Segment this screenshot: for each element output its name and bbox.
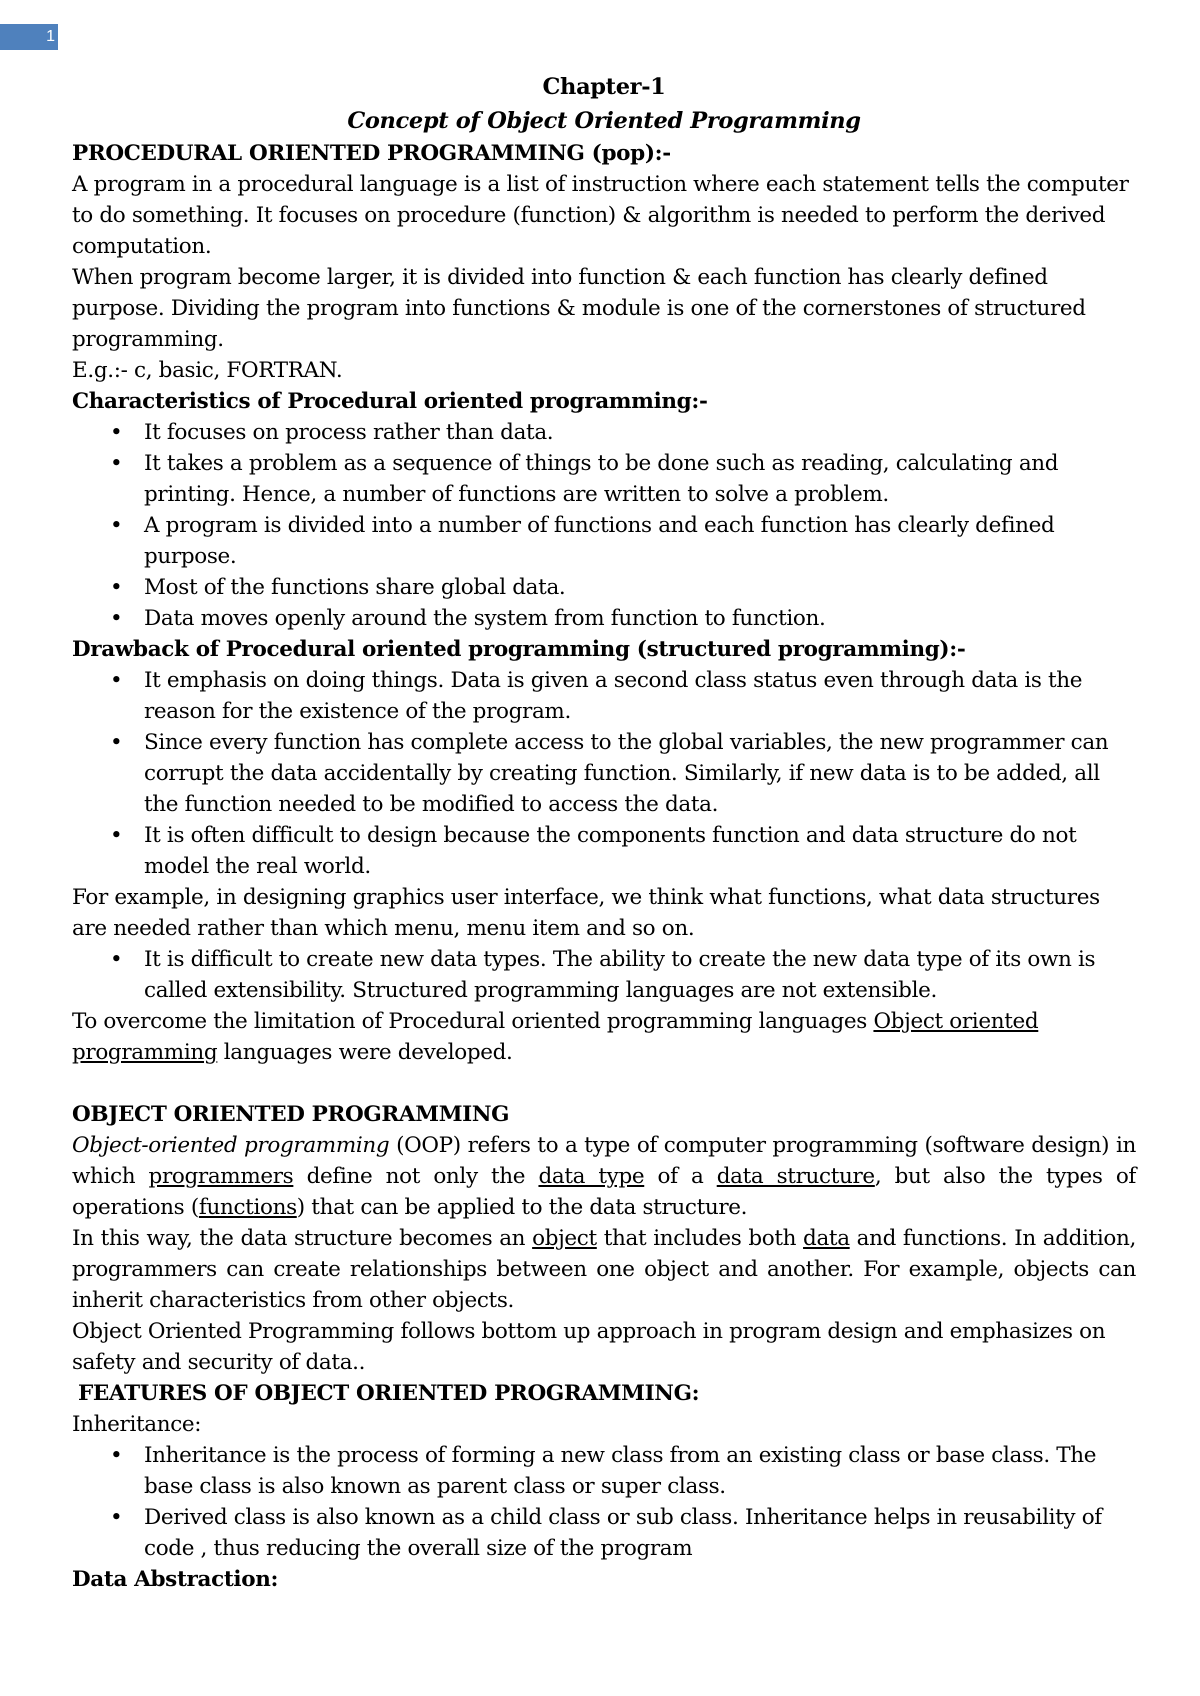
page-number-tab bbox=[0, 24, 58, 50]
inheritance-label: Inheritance: bbox=[72, 1412, 202, 1437]
oop-paragraph-3: Object Oriented Programming follows bottom up approach in program design and emphasizes on safety and security of data.. bbox=[72, 1319, 1106, 1375]
characteristics-heading: Characteristics of Procedural oriented programming:- bbox=[72, 389, 708, 414]
functions-link[interactable]: functions bbox=[198, 1195, 297, 1220]
drawbacks-list-continued bbox=[72, 944, 1136, 1006]
data-type-link[interactable]: data type bbox=[538, 1164, 645, 1189]
list-item: • Data moves openly around the system from function to function. bbox=[144, 603, 1136, 634]
pop-paragraph-2: When program become larger, it is divided into function & each function has clearly defined purpose. Dividing the program into functions & module is one of the cornerstones of structured programming. bbox=[72, 265, 1086, 352]
pop-example: E.g.:- c, basic, FORTRAN. bbox=[72, 358, 343, 383]
oop-text: In this way, the data structure becomes an bbox=[72, 1226, 533, 1251]
pop-heading: PROCEDURAL ORIENTED PROGRAMMING (pop):- bbox=[72, 141, 671, 166]
chapter-title: Chapter-1 bbox=[542, 74, 666, 100]
list-item: • A program is divided into a number of functions and each function has clearly defined purpose. bbox=[144, 510, 1136, 572]
oop-paragraph-1 bbox=[72, 1130, 1136, 1223]
drawbacks-example: For example, in designing graphics user interface, we think what functions, what data structures are needed rather than which menu, menu item and so on. bbox=[72, 885, 1100, 941]
features-heading: FEATURES OF OBJECT ORIENTED PROGRAMMING: bbox=[78, 1381, 700, 1406]
list-item: • Inheritance is the process of forming a new class from an existing class or base class. The base class is also known as parent class or super class. bbox=[144, 1440, 1136, 1502]
drawbacks-list bbox=[72, 665, 1136, 882]
oop-text: , but also the types of operations ( bbox=[72, 1164, 1137, 1220]
list-item: • Since every function has complete access to the global variables, the new programmer can corrupt the data accidentally by creating function. Similarly, if new data is to be added, all the function needed to be modified to access the data. bbox=[144, 727, 1136, 820]
list-item: • It focuses on process rather than data. bbox=[144, 417, 1136, 448]
oop-heading: OBJECT ORIENTED PROGRAMMING bbox=[72, 1102, 510, 1127]
pop-paragraph-1: A program in a procedural language is a list of instruction where each statement tells the computer to do something. It focuses on procedure (function) & algorithm is needed to perform the derived computation. bbox=[72, 172, 1129, 259]
data-abstraction-heading: Data Abstraction: bbox=[72, 1567, 279, 1592]
oop-text: (OOP) refers to a type of computer programming (software design) in which bbox=[72, 1133, 1136, 1189]
conclusion-text-end: languages were developed. bbox=[217, 1040, 513, 1065]
oop-text: of a bbox=[644, 1164, 717, 1189]
oop-link[interactable]: Object oriented programming bbox=[72, 1009, 1039, 1065]
list-item: • It emphasis on doing things. Data is given a second class status even through data is the reason for the existence of the program. bbox=[144, 665, 1136, 727]
drawbacks-conclusion bbox=[72, 1006, 1136, 1068]
data-structure-link[interactable]: data structure bbox=[716, 1164, 875, 1189]
oop-text: ) that can be applied to the data structure. bbox=[296, 1195, 748, 1220]
list-item: • Most of the functions share global data. bbox=[144, 572, 1136, 603]
document-body bbox=[72, 70, 1136, 1595]
list-item: • It is often difficult to design because the components function and data structure do not model the real world. bbox=[144, 820, 1136, 882]
oop-term: Object-oriented programming bbox=[72, 1133, 390, 1158]
page-number: 1 bbox=[46, 28, 55, 45]
programmers-link[interactable]: programmers bbox=[148, 1164, 294, 1189]
oop-paragraph-2 bbox=[72, 1223, 1136, 1316]
characteristics-list bbox=[72, 417, 1136, 634]
list-item: • Derived class is also known as a child class or sub class. Inheritance helps in reusability of code , thus reducing the overall size of the program bbox=[144, 1502, 1136, 1564]
inheritance-list bbox=[72, 1440, 1136, 1564]
data-link[interactable]: data bbox=[803, 1226, 850, 1251]
oop-text: and functions. In addition, programmers can create relationships between one object and another. For example, objects can inherit characteristics from other objects. bbox=[72, 1226, 1136, 1313]
conclusion-text: To overcome the limitation of Procedural oriented programming languages bbox=[72, 1009, 874, 1034]
chapter-subtitle: Concept of Object Oriented Programming bbox=[347, 108, 861, 134]
section-spacer bbox=[72, 1068, 1136, 1099]
list-item: • It is difficult to create new data types. The ability to create the new data type of its own is called extensibility. Structured programming languages are not extensible. bbox=[144, 944, 1136, 1006]
list-item: • It takes a problem as a sequence of things to be done such as reading, calculating and printing. Hence, a number of functions are written to solve a problem. bbox=[144, 448, 1136, 510]
oop-text: that includes both bbox=[596, 1226, 804, 1251]
object-link[interactable]: object bbox=[532, 1226, 597, 1251]
oop-text: define not only the bbox=[293, 1164, 539, 1189]
drawbacks-heading: Drawback of Procedural oriented programming (structured programming):- bbox=[72, 637, 966, 662]
